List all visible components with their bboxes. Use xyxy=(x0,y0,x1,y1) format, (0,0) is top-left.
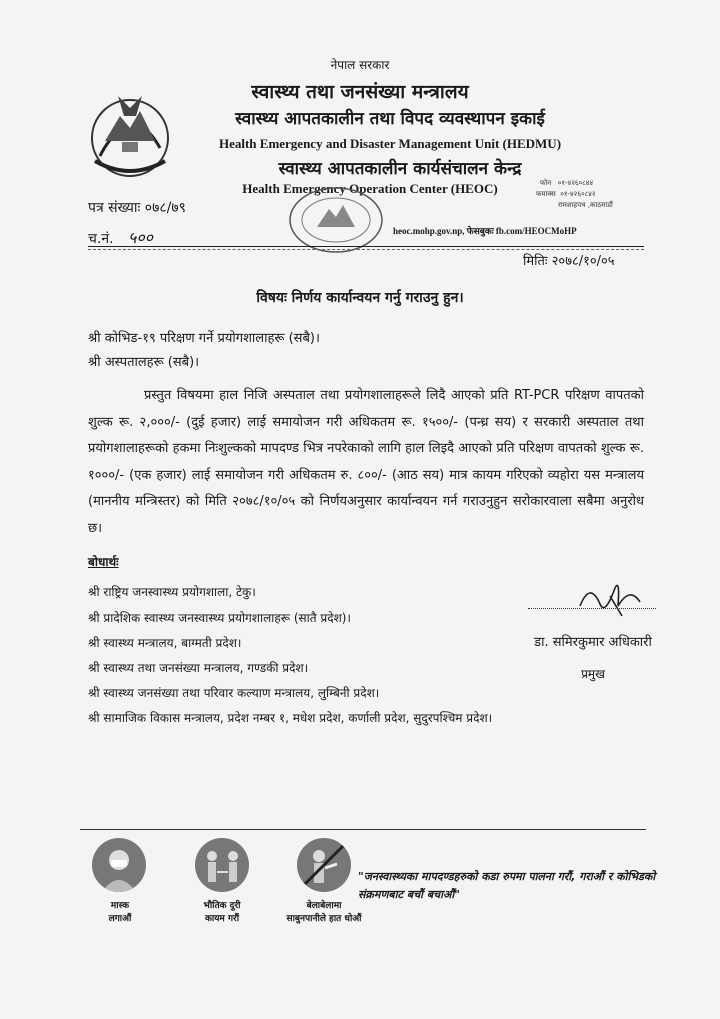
phone-label: फोन xyxy=(540,179,552,187)
distance-icon xyxy=(195,838,249,892)
letter-body: प्रस्तुत विषयमा हाल निजि अस्पताल तथा प्रयोगशालाहरूले लिदै आएको प्रति RT-PCR परिक्षण वापतको शुल्क रू. २,०००/- (दुई हजार) लाई समायोजन गरी अधिकतम रू. १५००/- (पन्ध्र सय) र सरकारी अस्पताल तथा प्रयोगशालाहरूको हकमा निःशुल्कको मापदण्ड भित्र नपरेकाको लागि हाल लिइदै आएको प्रति परिक्षण वापतको शुल्क रू. १०००/- (एक हजार) लाई समायोजन गरी अधिकतम रु. ८००/- (आठ सय) मात्र कायम गरिएको व्यहोरा यस मन्त्रालय (माननीय मन्त्रिस्तर) को मिति २०७८/१०/०५ को निर्णयअनुसार कार्यान्वयन गर्न गराउनुहुन सरोकारवाला सबैमा अनुरोध छ। xyxy=(88,388,644,536)
fax-line xyxy=(528,189,688,200)
footer-mask-label xyxy=(80,900,160,926)
mask-icon xyxy=(92,838,146,892)
fax-label: फयाक्स xyxy=(536,190,556,198)
cc-item: श्री प्रादेशिक स्वास्थ्य जनस्वास्थ्य प्रयोगशालाहरू (सातै प्रदेश)। xyxy=(88,611,351,625)
signatory-name: डा. समिरकुमार अधिकारी xyxy=(534,635,652,650)
contact-block xyxy=(528,178,688,211)
footer-label-line: भौतिक दुरी xyxy=(203,901,241,911)
phone-line xyxy=(528,178,688,189)
letter-subject: विषयः निर्णय कार्यान्वयन गर्नु गराउनु हुन। xyxy=(256,290,464,306)
footer-label-line: लगाऔं xyxy=(108,914,132,924)
signature-line xyxy=(528,608,656,609)
heoc-name-english: Health Emergency Operation Center (HEOC) xyxy=(242,181,498,196)
footer-label-line: मास्क xyxy=(110,901,130,911)
recipient-line: श्री कोभिड-१९ परिक्षण गर्ने प्रयोगशालाहरू (सबै)। xyxy=(88,331,320,346)
office-location: रामशाहपथ ,काठमाडौं xyxy=(558,201,613,209)
cc-item: श्री स्वास्थ्य जनसंख्या तथा परिवार कल्याण मन्त्रालय, लुम्बिनी प्रदेश। xyxy=(88,686,380,700)
unit-name-nepali: स्वास्थ्य आपतकालीन तथा विपद व्यवस्थापन इकाई xyxy=(235,109,545,129)
footer-divider xyxy=(80,829,646,830)
unit-name-english: Health Emergency and Disaster Management Unit (HEDMU) xyxy=(218,136,562,151)
dispatch-number xyxy=(88,226,153,248)
government-name: नेपाल सरकार xyxy=(330,58,390,72)
cc-item: श्री स्वास्थ्य मन्त्रालय, बाग्मती प्रदेश। xyxy=(88,636,242,650)
cc-item: श्री राष्ट्रिय जनस्वास्थ्य प्रयोगशाला, टेकु। xyxy=(88,585,256,599)
official-seal-stamp xyxy=(287,185,385,255)
recipient-line: श्री अस्पतालहरू (सबै)। xyxy=(88,355,200,370)
cc-heading: बोधार्थः xyxy=(88,555,119,569)
dispatch-value: ५०० xyxy=(128,228,153,247)
footer-distance-label xyxy=(180,900,264,926)
footer-label-line: साबुनपानीले हात धोऔं xyxy=(286,914,362,924)
header-divider xyxy=(88,246,644,247)
heoc-name-nepali: स्वास्थ्य आपतकालीन कार्यसंचालन केन्द्र xyxy=(278,159,522,179)
cc-item: श्री सामाजिक विकास मन्त्रालय, प्रदेश नम्बर १, मधेश प्रदेश, कर्णाली प्रदेश, सुदुरपश्चिम प्रदेश। xyxy=(88,711,493,725)
phone-number: ०१-४२६०८४४ xyxy=(557,179,594,187)
letter-number: पत्र संख्याः ०७८/७९ xyxy=(88,200,186,216)
handwritten-signature xyxy=(560,576,664,622)
header-divider-dashed xyxy=(88,249,644,250)
handwash-icon xyxy=(297,838,351,892)
letter-date: मितिः २०७८/१०/०५ xyxy=(523,254,615,269)
public-health-slogan: "जनस्वास्थ्यका मापदण्डहरुको कडा रुपमा पालना गरौं, गराऔं र कोभिडको संक्रमणबाट बचौं बचाऔं" xyxy=(358,870,656,901)
footer-label-line: बेलाबेलामा xyxy=(306,901,342,911)
dispatch-label: च.नं. xyxy=(88,231,114,247)
footer-label-line: कायम गरौं xyxy=(204,914,240,924)
fax-number: ०१-४२६०८४२ xyxy=(560,190,596,198)
website-facebook: heoc.mohp.gov.np, फेसबुकः fb.com/HEOCMoHP xyxy=(393,226,577,236)
cc-item: श्री स्वास्थ्य तथा जनसंख्या मन्त्रालय, गण्डकी प्रदेश। xyxy=(88,661,309,675)
signatory-title: प्रमुख xyxy=(581,667,605,681)
ministry-name: स्वास्थ्य तथा जनसंख्या मन्त्रालय xyxy=(251,81,469,103)
